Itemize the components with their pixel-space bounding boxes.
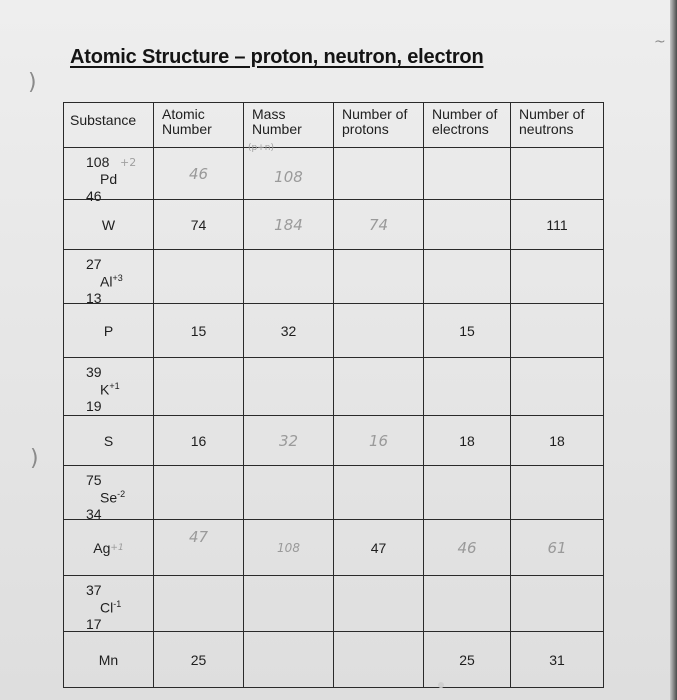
table-cell [154,250,244,304]
table-cell [334,358,424,416]
handwritten-value: 46 [188,164,209,183]
table-row [64,416,604,466]
cell-value: 25 [459,651,475,668]
table-cell [511,520,604,576]
mass-number: 27 [86,256,102,272]
handwritten-value: 32 [278,431,299,450]
table-cell [511,632,604,688]
table-cell [244,358,334,416]
isotope-notation [86,256,146,308]
table-row [64,632,604,688]
table-row [64,200,604,250]
ion-charge: -1 [113,599,122,609]
table-cell [154,632,244,688]
handwritten-value: 108 [274,167,303,186]
table-cell [424,632,511,688]
column-header-label: Mass Number [252,106,302,137]
table-cell [334,304,424,358]
table-cell [424,304,511,358]
substance-cell [64,200,154,250]
ion-charge: +1 [109,381,120,391]
mass-number: 37 [86,582,102,598]
table-cell [424,250,511,304]
table-row [64,576,604,632]
margin-bracket-mark: ) [28,70,37,95]
isotope-notation [86,154,146,206]
table-cell [244,200,334,250]
cell-value: 32 [280,322,297,339]
table-cell [511,200,604,250]
table-cell [154,148,244,200]
atomic-number: 34 [86,506,102,522]
handwritten-value: 61 [547,538,567,557]
cell-value: 47 [370,539,387,556]
page-title: Atomic Structure – proton, neutron, electron [70,46,484,68]
table-cell [511,466,604,520]
table-cell [244,304,334,358]
element-symbol: Mn [98,651,119,668]
cell-value: 18 [549,432,565,449]
table-cell [511,576,604,632]
header-row [64,103,604,148]
element-symbol-text: Al [100,273,113,290]
element-symbol [100,273,123,290]
isotope-notation [86,472,146,524]
table-cell [511,304,604,358]
table-cell [154,466,244,520]
column-header [244,103,334,153]
margin-bracket-mark: ) [30,446,39,471]
cell-value: 15 [459,322,475,339]
table-row [64,304,604,358]
handwritten-value: 16 [368,431,389,450]
handwritten-value: 108 [277,540,300,555]
table-cell [334,148,424,200]
element-symbol [100,489,125,506]
handwritten-value: 184 [274,215,303,234]
element-symbol-text: Ag [93,539,111,556]
table-row [64,520,604,576]
cell-value: 31 [549,651,565,668]
cell-value: 74 [190,216,207,233]
column-header: Number of electrons [424,103,511,148]
substance-cell [64,466,154,520]
table-cell [154,520,244,576]
column-header: Atomic Number [154,103,244,148]
table-cell [154,358,244,416]
table-row [64,358,604,416]
table-row [64,250,604,304]
table-cell [511,358,604,416]
table-cell [424,200,511,250]
mass-number: 108 [86,154,110,170]
substance-cell [64,576,154,632]
table-cell [334,416,424,466]
handwritten-value: 46 [457,538,477,557]
element-symbol: W [101,216,116,233]
table-cell [334,576,424,632]
substance-cell [64,416,154,466]
table-cell [334,466,424,520]
isotope-notation [86,582,146,634]
table-row [64,148,604,200]
atomic-number: 13 [86,290,102,306]
table-cell [154,304,244,358]
table-cell [511,416,604,466]
substance-cell [64,304,154,358]
element-symbol [64,520,153,575]
table-cell [424,416,511,466]
table-cell [424,358,511,416]
substance-cell [64,250,154,304]
column-header: Substance [64,103,154,148]
ion-charge: +3 [112,273,123,283]
table-cell [424,466,511,520]
handwritten-value: 74 [368,215,389,234]
ion-charge: -2 [117,489,126,499]
element-symbol: S [103,432,114,449]
table-cell [334,250,424,304]
substance-cell [64,520,154,576]
mass-number: 75 [86,472,102,488]
table-cell [244,576,334,632]
element-symbol [100,381,120,398]
table-cell [424,576,511,632]
cell-value: 18 [459,432,475,449]
table-cell [511,148,604,200]
atomic-number: 46 [86,188,102,204]
element-symbol-text: Cl [100,599,114,616]
margin-pencil-mark: ~ [654,34,666,50]
table-cell [244,416,334,466]
column-header: Number of neutrons [511,103,604,148]
cell-value: 16 [190,432,207,449]
paper-speck [438,682,444,688]
atomic-number: 19 [86,398,102,414]
handwritten-value: 47 [188,528,209,546]
table-cell [334,200,424,250]
table-cell [424,148,511,200]
header-pencil-note: (p+n) [248,143,274,153]
table-cell [154,416,244,466]
cell-value: 25 [190,651,207,668]
substance-cell [64,148,154,204]
isotope-notation [86,364,146,416]
element-symbol-text: Se [100,489,118,506]
worksheet-table [63,102,604,688]
page-edge-shadow [670,0,677,700]
table-cell [334,520,424,576]
column-header: Number of protons [334,103,424,148]
table-cell [334,632,424,688]
cell-value: 111 [546,216,568,233]
element-symbol [100,599,121,616]
ion-charge: +1 [110,542,124,553]
atomic-number: 17 [86,616,102,632]
element-symbol: P [103,322,114,339]
table-cell [244,632,334,688]
substance-cell [64,358,154,416]
table-cell [154,576,244,632]
table-cell [244,466,334,520]
table-cell [244,520,334,576]
mass-number: 39 [86,364,102,380]
substance-cell [64,632,154,688]
table-cell [244,250,334,304]
element-symbol: Pd [100,171,118,187]
table-cell [244,148,334,200]
table-row [64,466,604,520]
element-symbol-text: K [100,381,110,398]
table-cell [154,200,244,250]
table-cell [511,250,604,304]
charge-pencil: +2 [120,156,137,169]
table-cell [424,520,511,576]
cell-value: 15 [190,322,207,339]
